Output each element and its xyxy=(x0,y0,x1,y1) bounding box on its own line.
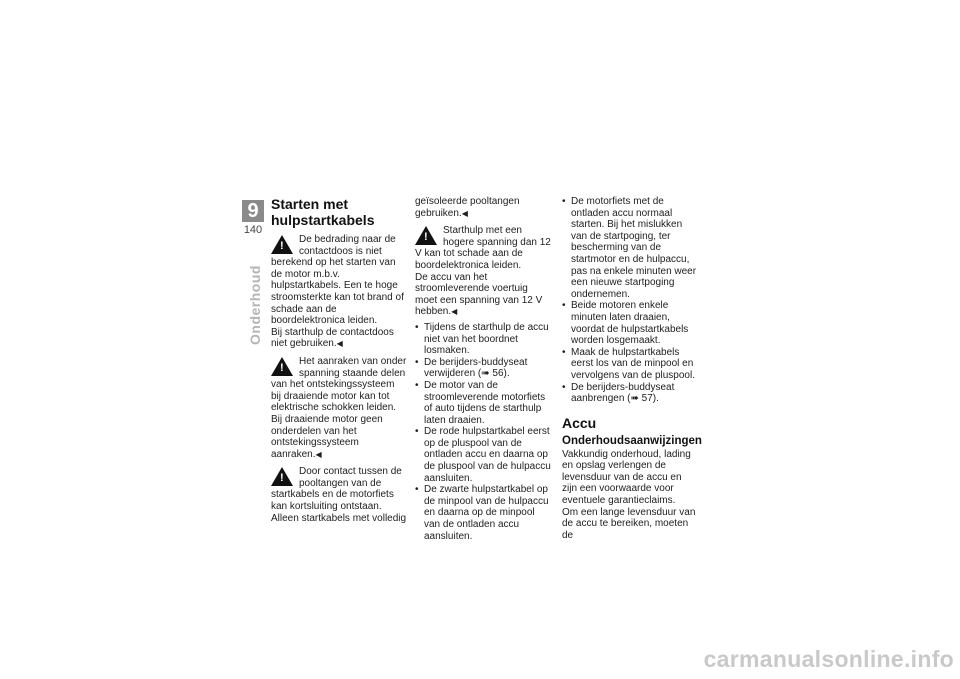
end-mark: ◀ xyxy=(451,307,458,317)
column-1 xyxy=(271,196,407,524)
column-3 xyxy=(562,196,702,541)
paragraph: Vakkundig onderhoud, lading en opslag verlengen de levensduur van de accu en zijn een voorwaarde voor eventuele garantieclaims. xyxy=(562,448,691,507)
warning-text: Het aanraken van onder spanning staande delen van het ontstekingssysteem bij draaiende motor kan tot elektrische schokken leiden. xyxy=(271,355,407,414)
list-item: • De berijders-buddyseat aanbrengen (➠ 57). xyxy=(562,382,698,405)
end-mark: ◀ xyxy=(461,208,468,218)
paragraph: Bij starthulp de contactdoos niet gebruiken.◀ xyxy=(271,326,394,350)
bullet-list xyxy=(415,322,551,542)
page-number: 140 xyxy=(243,224,263,236)
end-mark: ◀ xyxy=(336,339,343,349)
warning-text: Starthulp met een hogere spanning dan 12 V kan tot schade aan de boordelektronica leiden. xyxy=(415,225,551,271)
warning-triangle-icon xyxy=(271,235,293,254)
list-item: • De rode hulpstartkabel eerst op de pluspool van de ontladen accu en daarna op de pluspool van de hulpaccu aansluiten. xyxy=(415,426,551,484)
subsection-title-maintenance: Onderhoudsaanwijzingen xyxy=(562,434,702,447)
paragraph: Om een lange levensduur van de accu te bereiken, moeten de xyxy=(562,506,696,541)
warning-triangle-icon xyxy=(415,226,437,245)
list-item: • De zwarte hulpstartkabel op de minpool van de hulpaccu en daarna op de minpool van de ontladen accu aansluiten. xyxy=(415,484,551,542)
list-item: • De berijders-buddyseat verwijderen (➠ 56). xyxy=(415,357,551,380)
warning-block xyxy=(271,466,407,512)
chapter-side-label: Onderhoud xyxy=(247,265,263,345)
warning-triangle-icon xyxy=(271,467,293,486)
end-mark: ◀ xyxy=(315,449,322,459)
paragraph: geïsoleerde pooltangen gebruiken.◀ xyxy=(415,196,520,219)
list-item: • Maak de hulpstartkabels eerst los van de minpool en vervolgens van de pluspool. xyxy=(562,347,698,382)
warning-triangle-icon xyxy=(271,357,293,376)
column-2 xyxy=(415,196,551,542)
list-item: • De motorfiets met de ontladen accu normaal starten. Bij het mislukken van de startpoging, ter bescherming van de startmotor en de hulpaccu, pas na enkele minuten weer een nieuwe startpoging ondernemen. xyxy=(562,196,698,300)
list-item: • De motor van de stroomleverende motorfiets of auto tijdens de starthulp laten draaien. xyxy=(415,380,551,426)
warning-block xyxy=(415,225,551,271)
list-item: • Tijdens de starthulp de accu niet van het boordnet losmaken. xyxy=(415,322,551,357)
warning-block xyxy=(271,234,407,327)
warning-text: De bedrading naar de contactdoos is niet berekend op het starten van de motor m.b.v. hulpstartkabels. Een te hoge stroomsterkte kan tot brand of schade aan de boordelektronica leiden. xyxy=(271,234,404,327)
warning-block xyxy=(271,356,407,414)
chapter-number: 9 xyxy=(242,200,264,222)
warning-text: Door contact tussen de pooltangen van de startkabels en de motorfiets kan kortsluiting ontstaan. xyxy=(271,466,402,513)
paragraph: De accu van het stroomleverende voertuig moet een spanning van 12 V hebben.◀ xyxy=(415,271,543,318)
section-title-battery: Accu xyxy=(562,414,597,431)
section-title-jump-start: Starten met hulpstartkabels xyxy=(271,196,375,228)
paragraph: Alleen startkabels met volledig xyxy=(271,512,407,524)
list-item: • Beide motoren enkele minuten laten draaien, voordat de hulpstartkabels worden losgemaakt. xyxy=(562,300,698,346)
paragraph: Bij draaiende motor geen onderdelen van het ontstekingssysteem aanraken.◀ xyxy=(271,413,383,460)
bullet-list xyxy=(562,196,698,405)
watermark-text: carmanualsonline.info xyxy=(703,646,954,672)
